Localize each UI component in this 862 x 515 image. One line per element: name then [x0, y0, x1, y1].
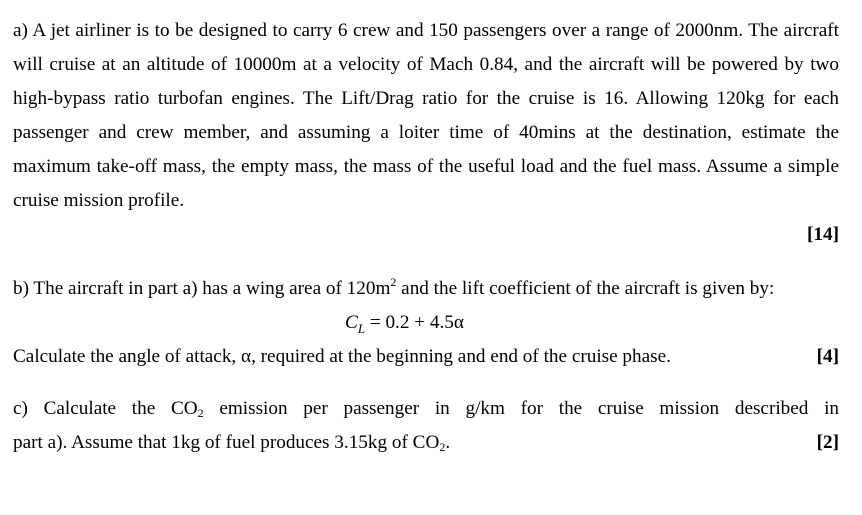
equation-lhs-subscript: L — [357, 321, 366, 336]
equation-lhs-variable: C — [345, 312, 358, 333]
part-c-line1-end: emission per passenger in g/km for the cruise mission described in — [203, 398, 840, 419]
part-c-line2 — [13, 426, 450, 460]
part-c-subscript-1: 2 — [197, 406, 204, 420]
part-c-line2-end: . — [445, 432, 451, 453]
exam-question-document — [13, 14, 839, 460]
part-b-marks: [4] — [816, 346, 839, 367]
part-c-marks: [2] — [816, 432, 839, 453]
part-b-text-end: and the lift coefficient of the aircraft is given by: — [396, 278, 775, 299]
part-c-line2-start: part a). Assume that 1kg of fuel produces 3.15kg of CO — [13, 432, 440, 453]
part-b-superscript: 2 — [390, 275, 397, 289]
part-c-line2-row — [13, 426, 839, 460]
lift-coefficient-equation — [13, 306, 839, 340]
part-b-text — [13, 272, 839, 306]
part-c-subscript-2: 2 — [439, 440, 446, 454]
part-a-marks: [14] — [807, 224, 839, 245]
part-b-text-start: b) The aircraft in part a) has a wing area of 120m — [13, 278, 391, 299]
part-b-question-row — [13, 340, 839, 374]
part-b-question: Calculate the angle of attack, α, required at the beginning and end of the cruise phase. — [13, 346, 671, 367]
section-spacer — [13, 252, 839, 272]
part-a-text: a) A jet airliner is to be designed to carry 6 crew and 150 passengers over a range of 2000nm. The aircraft will cruise at an altitude of 10000m at a velocity of Mach 0.84, and the aircraft will be powered by two high-bypass ratio turbofan engines. The Lift/Drag ratio for the cruise is 16. Allowing 120kg for each passenger and crew member, and assuming a loiter time of 40mins at the destination, estimate the maximum take-off mass, the empty mass, the mass of the useful load and the fuel mass. Assume a simple cruise mission profile. — [13, 20, 839, 211]
part-c-line1-start: c) Calculate the CO — [13, 398, 198, 419]
equation-rhs: = 0.2 + 4.5α — [365, 312, 464, 333]
part-c-line1 — [13, 392, 839, 426]
section-spacer — [13, 374, 839, 392]
